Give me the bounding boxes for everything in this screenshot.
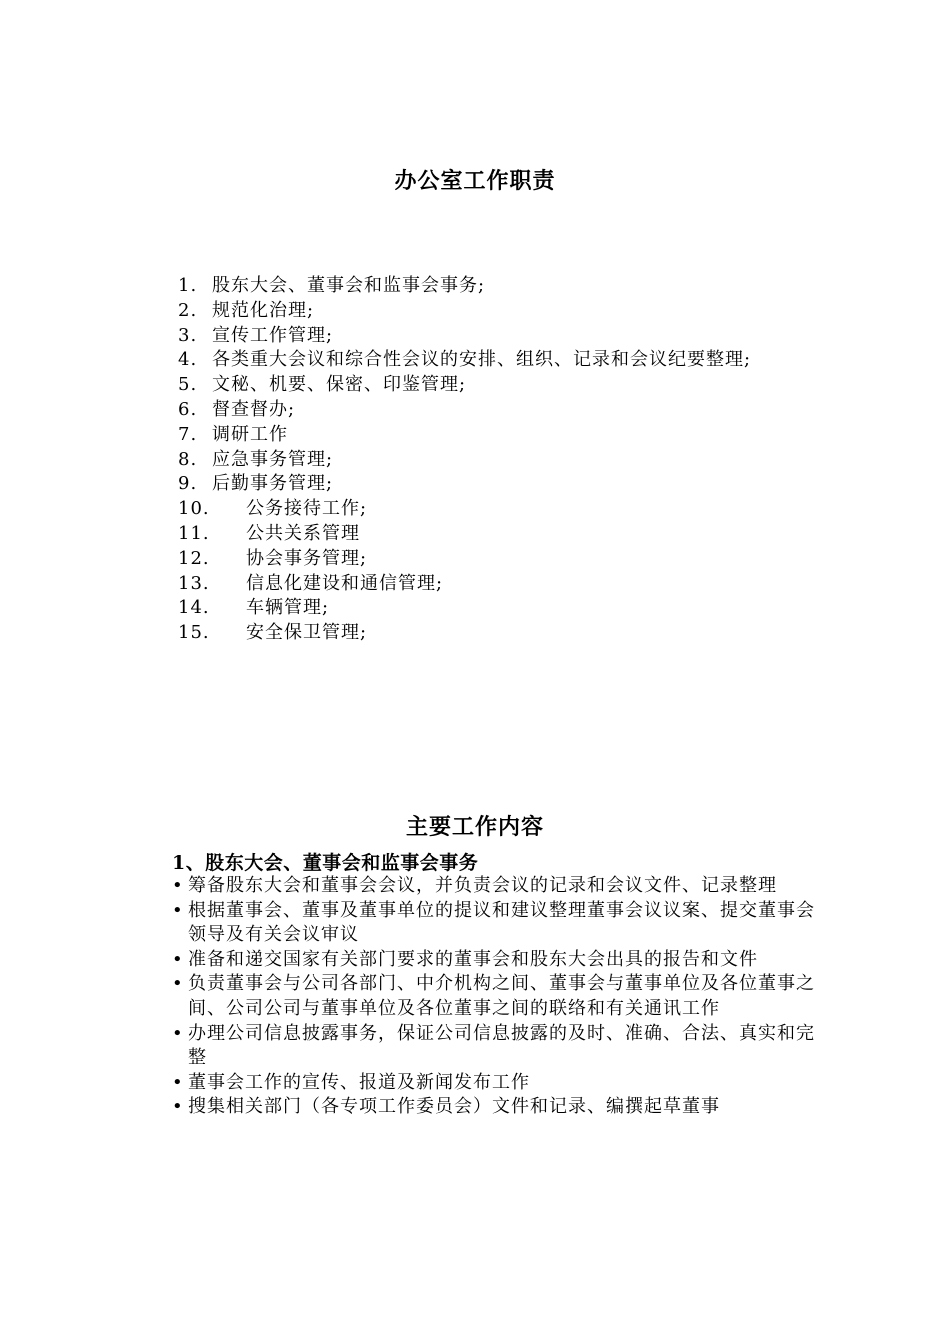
bullet-text: 董事会工作的宣传、报道及新闻发布工作: [188, 1071, 530, 1093]
list-item: [178, 621, 818, 646]
bullet-icon: •: [172, 973, 184, 995]
list-item: [178, 423, 818, 448]
list-item-text: 协会事务管理;: [246, 547, 368, 569]
list-item-text: 文秘、机要、保密、印鉴管理;: [212, 374, 467, 396]
list-item: [178, 299, 818, 324]
bullet-item: [170, 874, 815, 899]
list-item: [178, 497, 818, 522]
list-item-text: 督查督办;: [212, 398, 296, 420]
list-item-number: 15.: [178, 622, 210, 644]
list-item-text: 宣传工作管理;: [212, 324, 334, 346]
list-item-number: 1.: [178, 275, 198, 296]
bullet-icon: •: [172, 1022, 184, 1044]
bullet-text: 准备和递交国家有关部门要求的董事会和股东大会出具的报告和文件: [188, 948, 758, 970]
list-item: [178, 596, 818, 621]
list-item: [178, 373, 818, 398]
bullet-item: [170, 1022, 815, 1071]
list-item-text: 公务接待工作;: [246, 498, 368, 520]
list-item-number: 14.: [178, 597, 210, 619]
list-item: [178, 472, 818, 497]
list-item: [178, 274, 818, 299]
page-title-duties: 办公室工作职责: [394, 168, 556, 194]
list-item-number: 9.: [178, 473, 198, 495]
list-item-text: 应急事务管理;: [212, 448, 334, 470]
list-item-number: 13.: [178, 572, 210, 594]
bullet-item: [170, 972, 815, 1021]
list-item: [178, 572, 818, 597]
bullet-text: 根据董事会、董事及董事单位的提议和建议整理董事会议议案、提交董事会领导及有关会议审议: [188, 899, 815, 946]
list-item-number: 6.: [178, 398, 198, 420]
list-item: [178, 448, 818, 473]
list-item-text: 调研工作: [212, 423, 288, 445]
list-item-text: 信息化建设和通信管理;: [246, 572, 444, 594]
list-item-number: 10.: [178, 498, 210, 520]
list-item-number: 5.: [178, 374, 198, 396]
bullet-text: 办理公司信息披露事务，保证公司信息披露的及时、准确、合法、真实和完整: [188, 1022, 815, 1069]
list-item: [178, 324, 818, 349]
list-item-number: 3.: [178, 324, 198, 346]
list-item-text: 股东大会、董事会和监事会事务;: [212, 275, 486, 296]
bullet-item: [170, 1095, 815, 1120]
list-item-number: 2.: [178, 299, 198, 321]
list-item-number: 4.: [178, 349, 198, 371]
bullet-item: [170, 1071, 815, 1096]
bullet-text: 搜集相关部门（各专项工作委员会）文件和记录、编撰起草董事: [188, 1096, 720, 1118]
bullet-icon: •: [172, 875, 184, 896]
list-item: [178, 348, 818, 373]
bullet-icon: •: [172, 1071, 184, 1093]
page-title-content: 主要工作内容: [405, 814, 544, 840]
bullet-item: [170, 948, 815, 973]
list-item-text: 后勤事务管理;: [212, 473, 334, 495]
list-item: [178, 398, 818, 423]
list-item-number: 8.: [178, 448, 198, 470]
list-item-text: 车辆管理;: [246, 597, 330, 619]
duty-list: [178, 274, 818, 646]
list-item: [178, 547, 818, 572]
list-item-text: 安全保卫管理;: [246, 622, 368, 644]
list-item-number: 11.: [178, 522, 210, 544]
list-item-text: 公共关系管理: [246, 522, 360, 544]
bullet-icon: •: [172, 899, 184, 921]
list-item-text: 各类重大会议和综合性会议的安排、组织、记录和会议纪要整理;: [212, 349, 752, 371]
list-item: [178, 522, 818, 547]
section-heading: 1、股东大会、董事会和监事会事务: [172, 852, 479, 874]
bullet-icon: •: [172, 948, 184, 970]
bullet-text: 筹备股东大会和董事会会议，并负责会议的记录和会议文件、记录整理: [188, 875, 777, 896]
bullet-icon: •: [172, 1096, 184, 1118]
bullet-list: [170, 874, 815, 1120]
list-item-text: 规范化治理;: [212, 299, 315, 321]
list-item-number: 12.: [178, 547, 210, 569]
bullet-text: 负责董事会与公司各部门、中介机构之间、董事会与董事单位及各位董事之间、公司公司与董事单位及各位董事之间的联络和有关通讯工作: [188, 973, 815, 1019]
bullet-item: [170, 899, 815, 948]
list-item-number: 7.: [178, 423, 198, 445]
